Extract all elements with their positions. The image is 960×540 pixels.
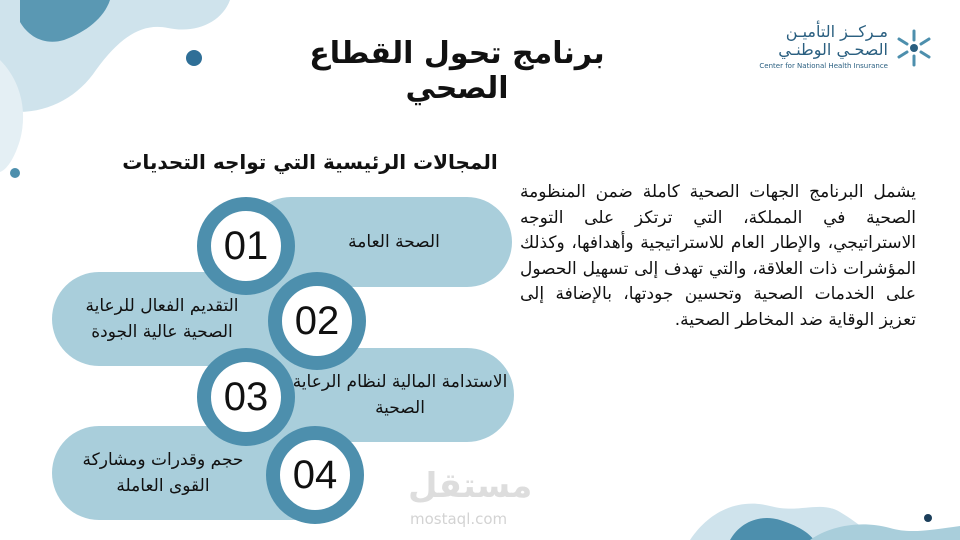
watermark-arabic: مستقل	[408, 466, 533, 506]
area-number-1: 01	[223, 223, 269, 268]
watermark-latin: mostaql.com	[410, 510, 508, 528]
area-number-ring-2	[268, 272, 366, 370]
section-subtitle: المجالات الرئيسية التي تواجه التحديات	[122, 150, 498, 174]
decor-blob-bottom-right	[540, 470, 960, 540]
logo-name-line1: مـركــز التأميـن	[785, 22, 888, 41]
area-label-4: حجم وقدرات ومشاركة القوى العاملة	[82, 450, 244, 496]
decor-dot-bottom-right	[924, 514, 932, 522]
area-label-3: الاستدامة المالية لنظام الرعاية الصحية	[292, 372, 508, 418]
brand-logo	[759, 22, 938, 74]
area-number-ring-1	[197, 197, 295, 295]
logo-name-english: Center for National Health Insurance	[759, 62, 888, 70]
snowflake-icon	[894, 28, 934, 68]
area-label-1: الصحة العامة	[348, 232, 440, 252]
decor-dot-left	[10, 168, 20, 178]
area-number-ring-3	[197, 348, 295, 446]
area-label-2: التقديم الفعال للرعاية الصحية عالية الجودة	[85, 296, 239, 342]
title-bullet-dot	[186, 50, 202, 66]
area-number-2: 02	[294, 298, 340, 343]
area-number-3: 03	[223, 374, 269, 419]
logo-name-line2: الصحـي الوطنـي	[778, 40, 888, 59]
program-description: يشمل البرنامج الجهات الصحية كاملة ضمن المنظومة الصحية في المملكة، التي ترتكز على التوجه الاستراتيجي، والإطار العام للاستراتيجية وأهدافها، وكذلك المؤشرات ذات العلاقة، والتي تهدف إلى تسهيل الحصول على الخدمات الصحية وتحسين جودتها، بالإضافة إلى تعزيز الوقاية ضد المخاطر الصحية.	[520, 182, 916, 330]
area-number-ring-4	[266, 426, 364, 524]
page-title: برنامج تحول القطاع الصحي	[309, 36, 605, 106]
area-number-4: 04	[292, 452, 338, 497]
